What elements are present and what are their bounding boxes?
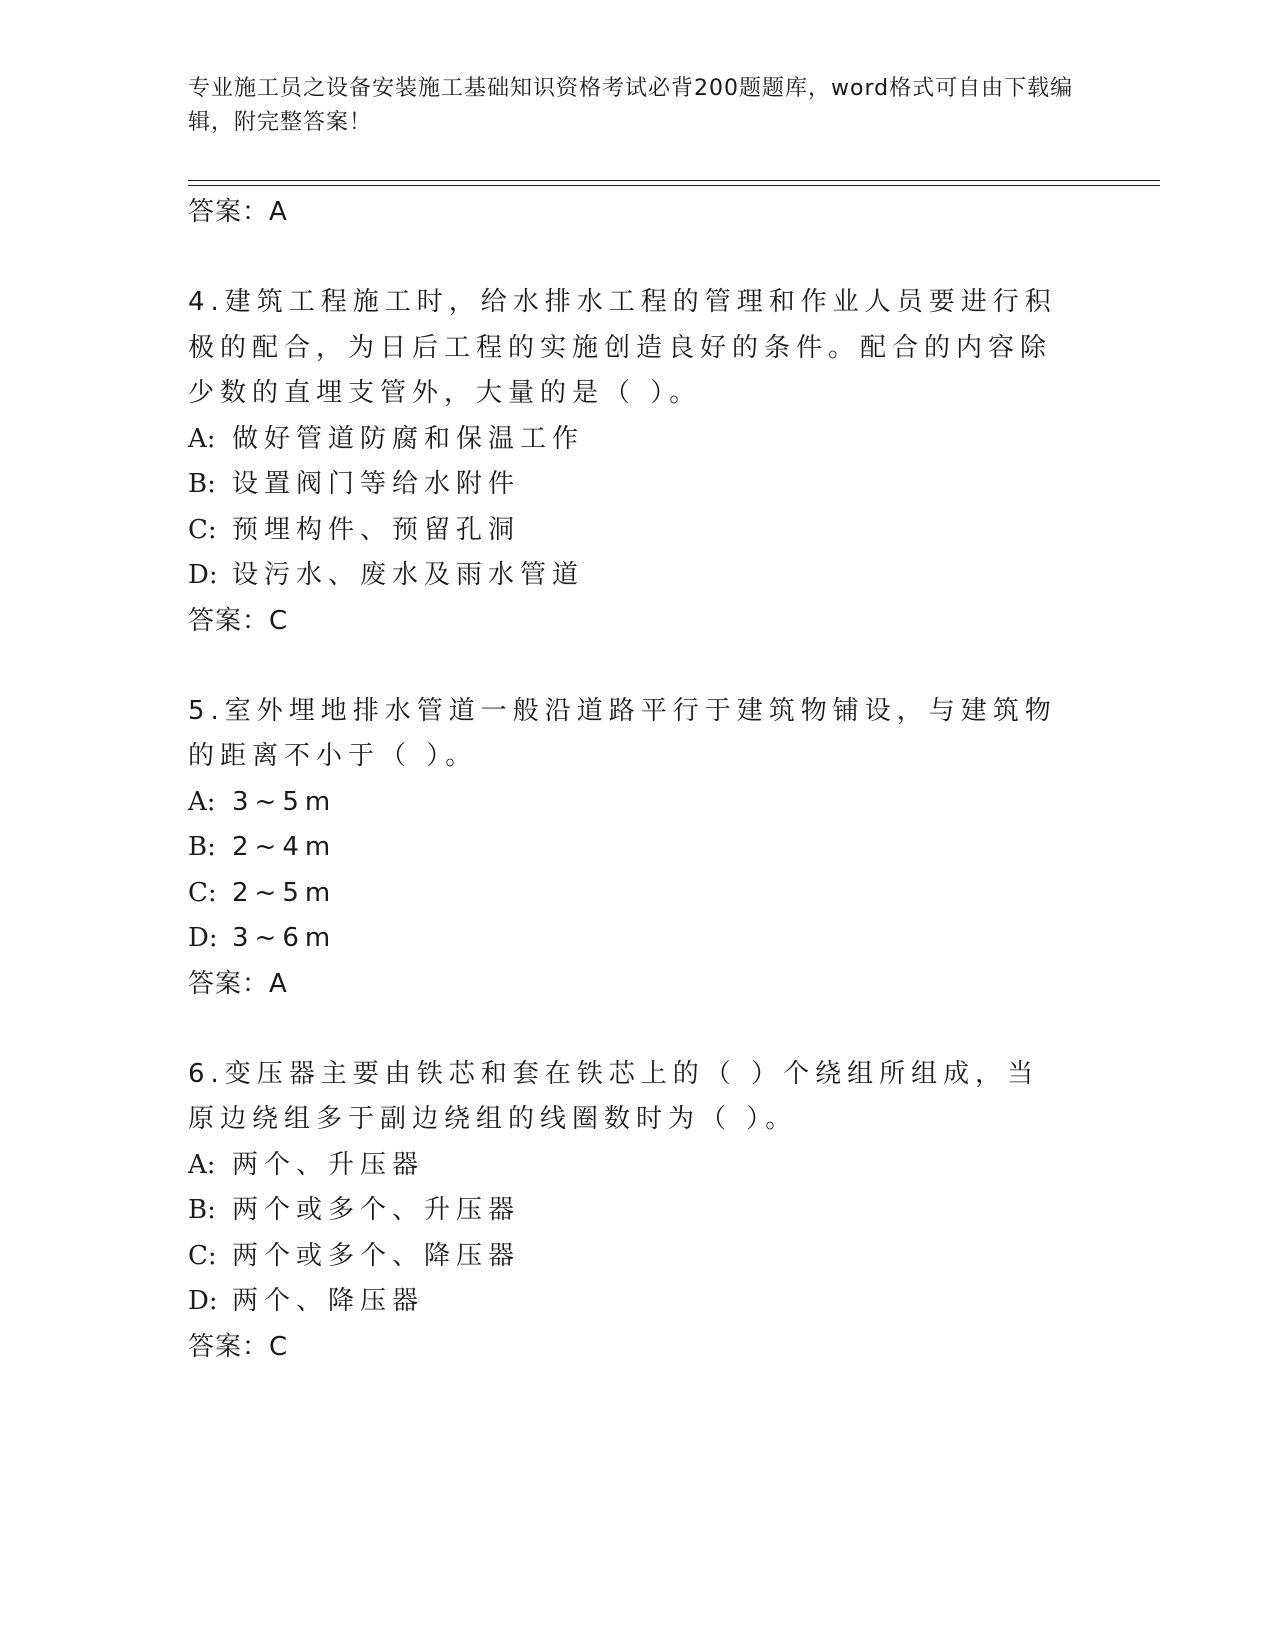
option-key: A:: [188, 423, 216, 454]
option-b: [188, 1188, 1088, 1234]
option-text: 2~4m: [232, 832, 337, 862]
option-text: 3~5m: [232, 786, 337, 817]
option-a: [188, 780, 1088, 826]
question-item: [188, 280, 1088, 643]
option-key: D:: [188, 560, 218, 590]
question-list: [188, 190, 1088, 1369]
option-b: [188, 462, 1088, 508]
question-item: [188, 689, 1088, 1006]
header-divider-top: [188, 180, 1160, 181]
question-item: [188, 1052, 1088, 1369]
option-text: 2~5m: [232, 877, 337, 908]
option-text: 做好管道防腐和保温工作: [232, 423, 585, 454]
option-key: C:: [188, 514, 217, 545]
question-text: 5.室外埋地排水管道一般沿道路平行于建筑物铺设，与建筑物的距离不小于（ ）。: [188, 695, 1057, 771]
answer-line: 答案：A: [188, 197, 288, 227]
option-a: [188, 417, 1088, 463]
option-a: [188, 1143, 1088, 1189]
option-c: [188, 871, 1088, 917]
option-key: B:: [188, 469, 216, 499]
answer-line: 答案：A: [188, 968, 288, 999]
option-key: B:: [188, 832, 216, 862]
question-text: 6.变压器主要由铁芯和套在铁芯上的（ ）个绕组所组成，当原边绕组多于副边绕组的线圈数时为（ ）。: [188, 1058, 1040, 1134]
option-key: B:: [188, 1195, 216, 1225]
option-c: [188, 508, 1088, 554]
option-c: [188, 1234, 1088, 1280]
option-d: [188, 916, 1088, 962]
option-key: C:: [188, 877, 217, 908]
option-text: 两个或多个、升压器: [232, 1195, 521, 1225]
option-key: D:: [188, 1286, 218, 1316]
option-b: [188, 825, 1088, 871]
option-text: 两个或多个、降压器: [232, 1240, 521, 1271]
option-text: 预埋构件、预留孔洞: [232, 514, 521, 545]
option-key: A:: [188, 1149, 216, 1180]
option-text: 设置阀门等给水附件: [232, 469, 521, 499]
question-text: 4.建筑工程施工时，给水排水工程的管理和作业人员要进行积极的配合，为日后工程的实施创造良好的条件。配合的内容除少数的直埋支管外，大量的是（ ）。: [188, 287, 1057, 408]
option-text: 两个、升压器: [232, 1149, 425, 1180]
option-key: C:: [188, 1240, 217, 1271]
option-d: [188, 1279, 1088, 1325]
option-text: 两个、降压器: [232, 1286, 425, 1316]
option-d: [188, 553, 1088, 599]
option-key: D:: [188, 923, 218, 953]
option-key: A:: [188, 786, 216, 817]
option-text: 设污水、废水及雨水管道: [232, 560, 585, 590]
header-divider-bottom: [188, 185, 1160, 186]
answer-line: 答案：C: [188, 1331, 289, 1362]
answer-line: 答案：C: [188, 605, 289, 636]
option-text: 3~6m: [232, 923, 337, 953]
document-header: 专业施工员之设备安装施工基础知识资格考试必背200题题库，word格式可自由下载编辑，附完整答案！: [188, 76, 1074, 135]
